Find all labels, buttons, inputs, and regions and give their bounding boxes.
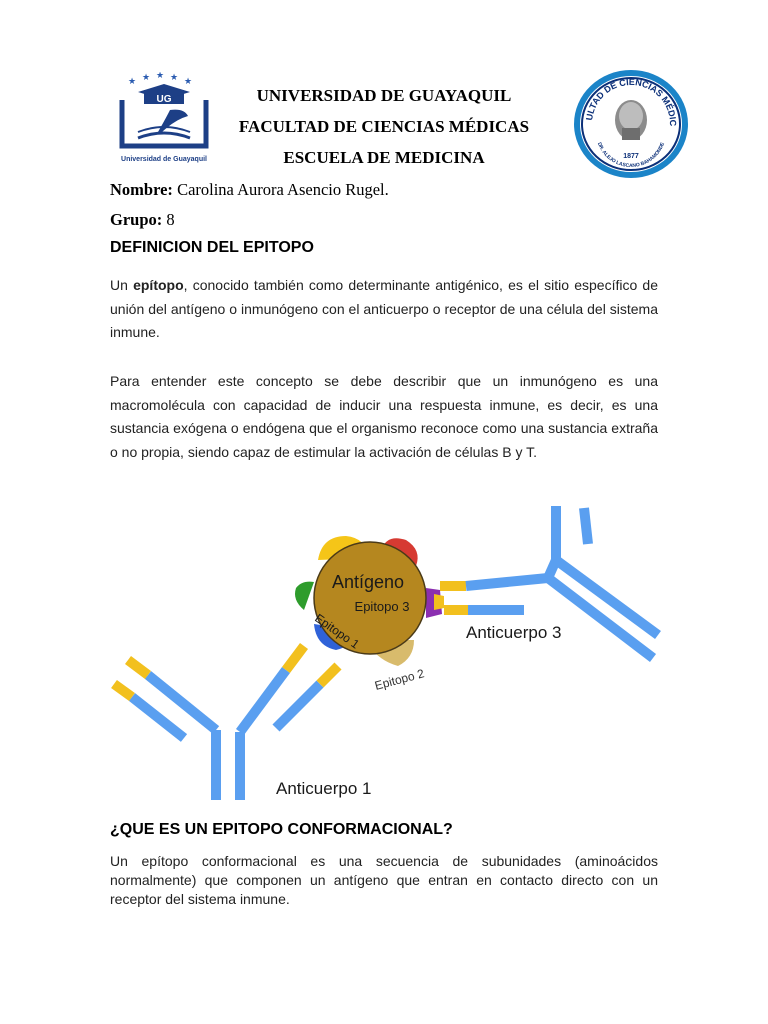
seal-ring-text: ULTAD DE CIENCIAS MÉDIC <box>584 76 679 127</box>
seal-bottom-text: DR. ALEJO LASCANO BAHAMONDE <box>595 141 667 170</box>
svg-text:★: ★ <box>128 77 137 87</box>
svg-text:★: ★ <box>170 73 179 83</box>
seal-year: 1877 <box>623 153 639 160</box>
logo-letters: UG <box>156 94 172 105</box>
label-antibody-3: Anticuerpo 3 <box>466 623 562 642</box>
student-name-field <box>110 180 389 200</box>
antibody-1 <box>114 646 338 800</box>
paragraph-conformational: Un epítopo conformacional es una secuencia de subunidades (aminoácidos normalmente) que componen un antígeno que entran en contacto directo con un receptor del sistema inmune. <box>110 853 658 907</box>
svg-text:★: ★ <box>156 72 165 81</box>
group-label: Grupo: <box>110 210 163 229</box>
svg-text:★: ★ <box>184 77 193 87</box>
label-epitope-3: Epitopo 3 <box>354 599 410 614</box>
section-heading-conformational: ¿QUE ES UN EPITOPO CONFORMACIONAL? <box>110 821 453 838</box>
label-epitope-2: Epitopo 2 <box>373 666 426 693</box>
logo-caption: Universidad de Guayaquil <box>121 156 207 163</box>
paragraph-immunogen: Para entender este concepto se debe describir que un inmunógeno es una macromolécula con capacidad de inducir una respuesta inmune, es decir, es una sustancia exógena o endógena que el organismo reconoce como una sustancia extraña o no propia, siendo capaz de estimular la activación de células B y T. <box>110 373 658 460</box>
school-name: ESCUELA DE MEDICINA <box>283 148 485 167</box>
name-value: Carolina Aurora Asencio Rugel. <box>177 180 389 199</box>
p1-lead: Un <box>110 277 128 293</box>
university-logo-graphic <box>108 72 220 156</box>
epitope-diagram <box>108 500 668 805</box>
label-antigen: Antígeno <box>331 572 405 592</box>
faculty-name: FACULTAD DE CIENCIAS MÉDICAS <box>238 117 530 136</box>
faculty-seal-graphic <box>572 68 690 180</box>
faculty-seal <box>572 68 690 180</box>
p1-rest: , conocido también como determinante antigénico, es el sitio específico de unión del antígeno o inmunógeno con el anticuerpo o receptor de una célula del sistema inmune. <box>110 277 658 340</box>
epitope-diagram-svg <box>108 500 668 805</box>
university-name: UNIVERSIDAD DE GUAYAQUIL <box>256 86 512 105</box>
p1-term: epítopo <box>133 277 184 293</box>
section-heading-definition: DEFINICION DEL EPITOPO <box>110 239 314 256</box>
svg-text:★: ★ <box>142 73 151 83</box>
name-label: Nombre: <box>110 180 173 199</box>
student-group-field <box>110 210 175 230</box>
antigen-circle <box>314 542 426 654</box>
label-antibody-1: Anticuerpo 1 <box>276 779 372 798</box>
group-value: 8 <box>166 210 175 229</box>
label-epitope-1: Epitopo 1 <box>312 610 362 652</box>
paragraph-definition <box>110 274 658 345</box>
